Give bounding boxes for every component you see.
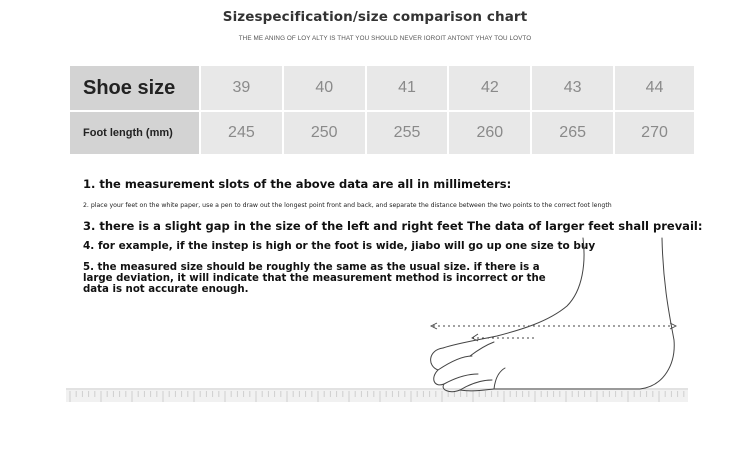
foot-outline-icon [431, 238, 675, 392]
shoe-size-cell: 39 [200, 66, 283, 111]
shoe-size-cell: 40 [283, 66, 366, 111]
shoe-size-label: Shoe size [70, 66, 200, 111]
note-2: 2. place your feet on the white paper, use a pen to draw out the longest point front and back, and separate the distance between the two points to the correct foot length [83, 202, 612, 209]
foot-length-cell: 255 [366, 111, 449, 154]
foot-length-cell: 250 [283, 111, 366, 154]
shoe-size-cell: 43 [531, 66, 614, 111]
chart-title: Sizespecification/size comparison chart [222, 9, 528, 25]
foot-length-label: Foot length (mm) [70, 111, 200, 154]
measurement-arrows [431, 323, 676, 341]
chart-subtitle: THE ME ANING OF LOY ALTY IS THAT YOU SHOULD NEVER IOROIT ANTONT YHAY TOU LOVTO [238, 35, 532, 42]
foot-length-cell: 265 [531, 111, 614, 154]
shoe-size-cell: 44 [614, 66, 694, 111]
shoe-size-cell: 41 [366, 66, 449, 111]
shoe-size-cell: 42 [448, 66, 531, 111]
foot-length-cell: 260 [448, 111, 531, 154]
note-5: 5. the measured size should be roughly the same as the usual size. if there is a large deviation, it will indicate that the measurement method is incorrect or the data is not accurate enough. [83, 262, 546, 295]
foot-length-cell: 245 [200, 111, 283, 154]
foot-length-cell: 270 [614, 111, 694, 154]
note-4: 4. for example, if the instep is high or the foot is wide, jiabo will go up one size to buy [83, 240, 596, 252]
note-1: 1. the measurement slots of the above data are all in millimeters: [83, 177, 512, 191]
note-3: 3. there is a slight gap in the size of the left and right feet The data of larger feet shall prevail: [83, 219, 703, 233]
measuring-ruler [66, 388, 688, 402]
